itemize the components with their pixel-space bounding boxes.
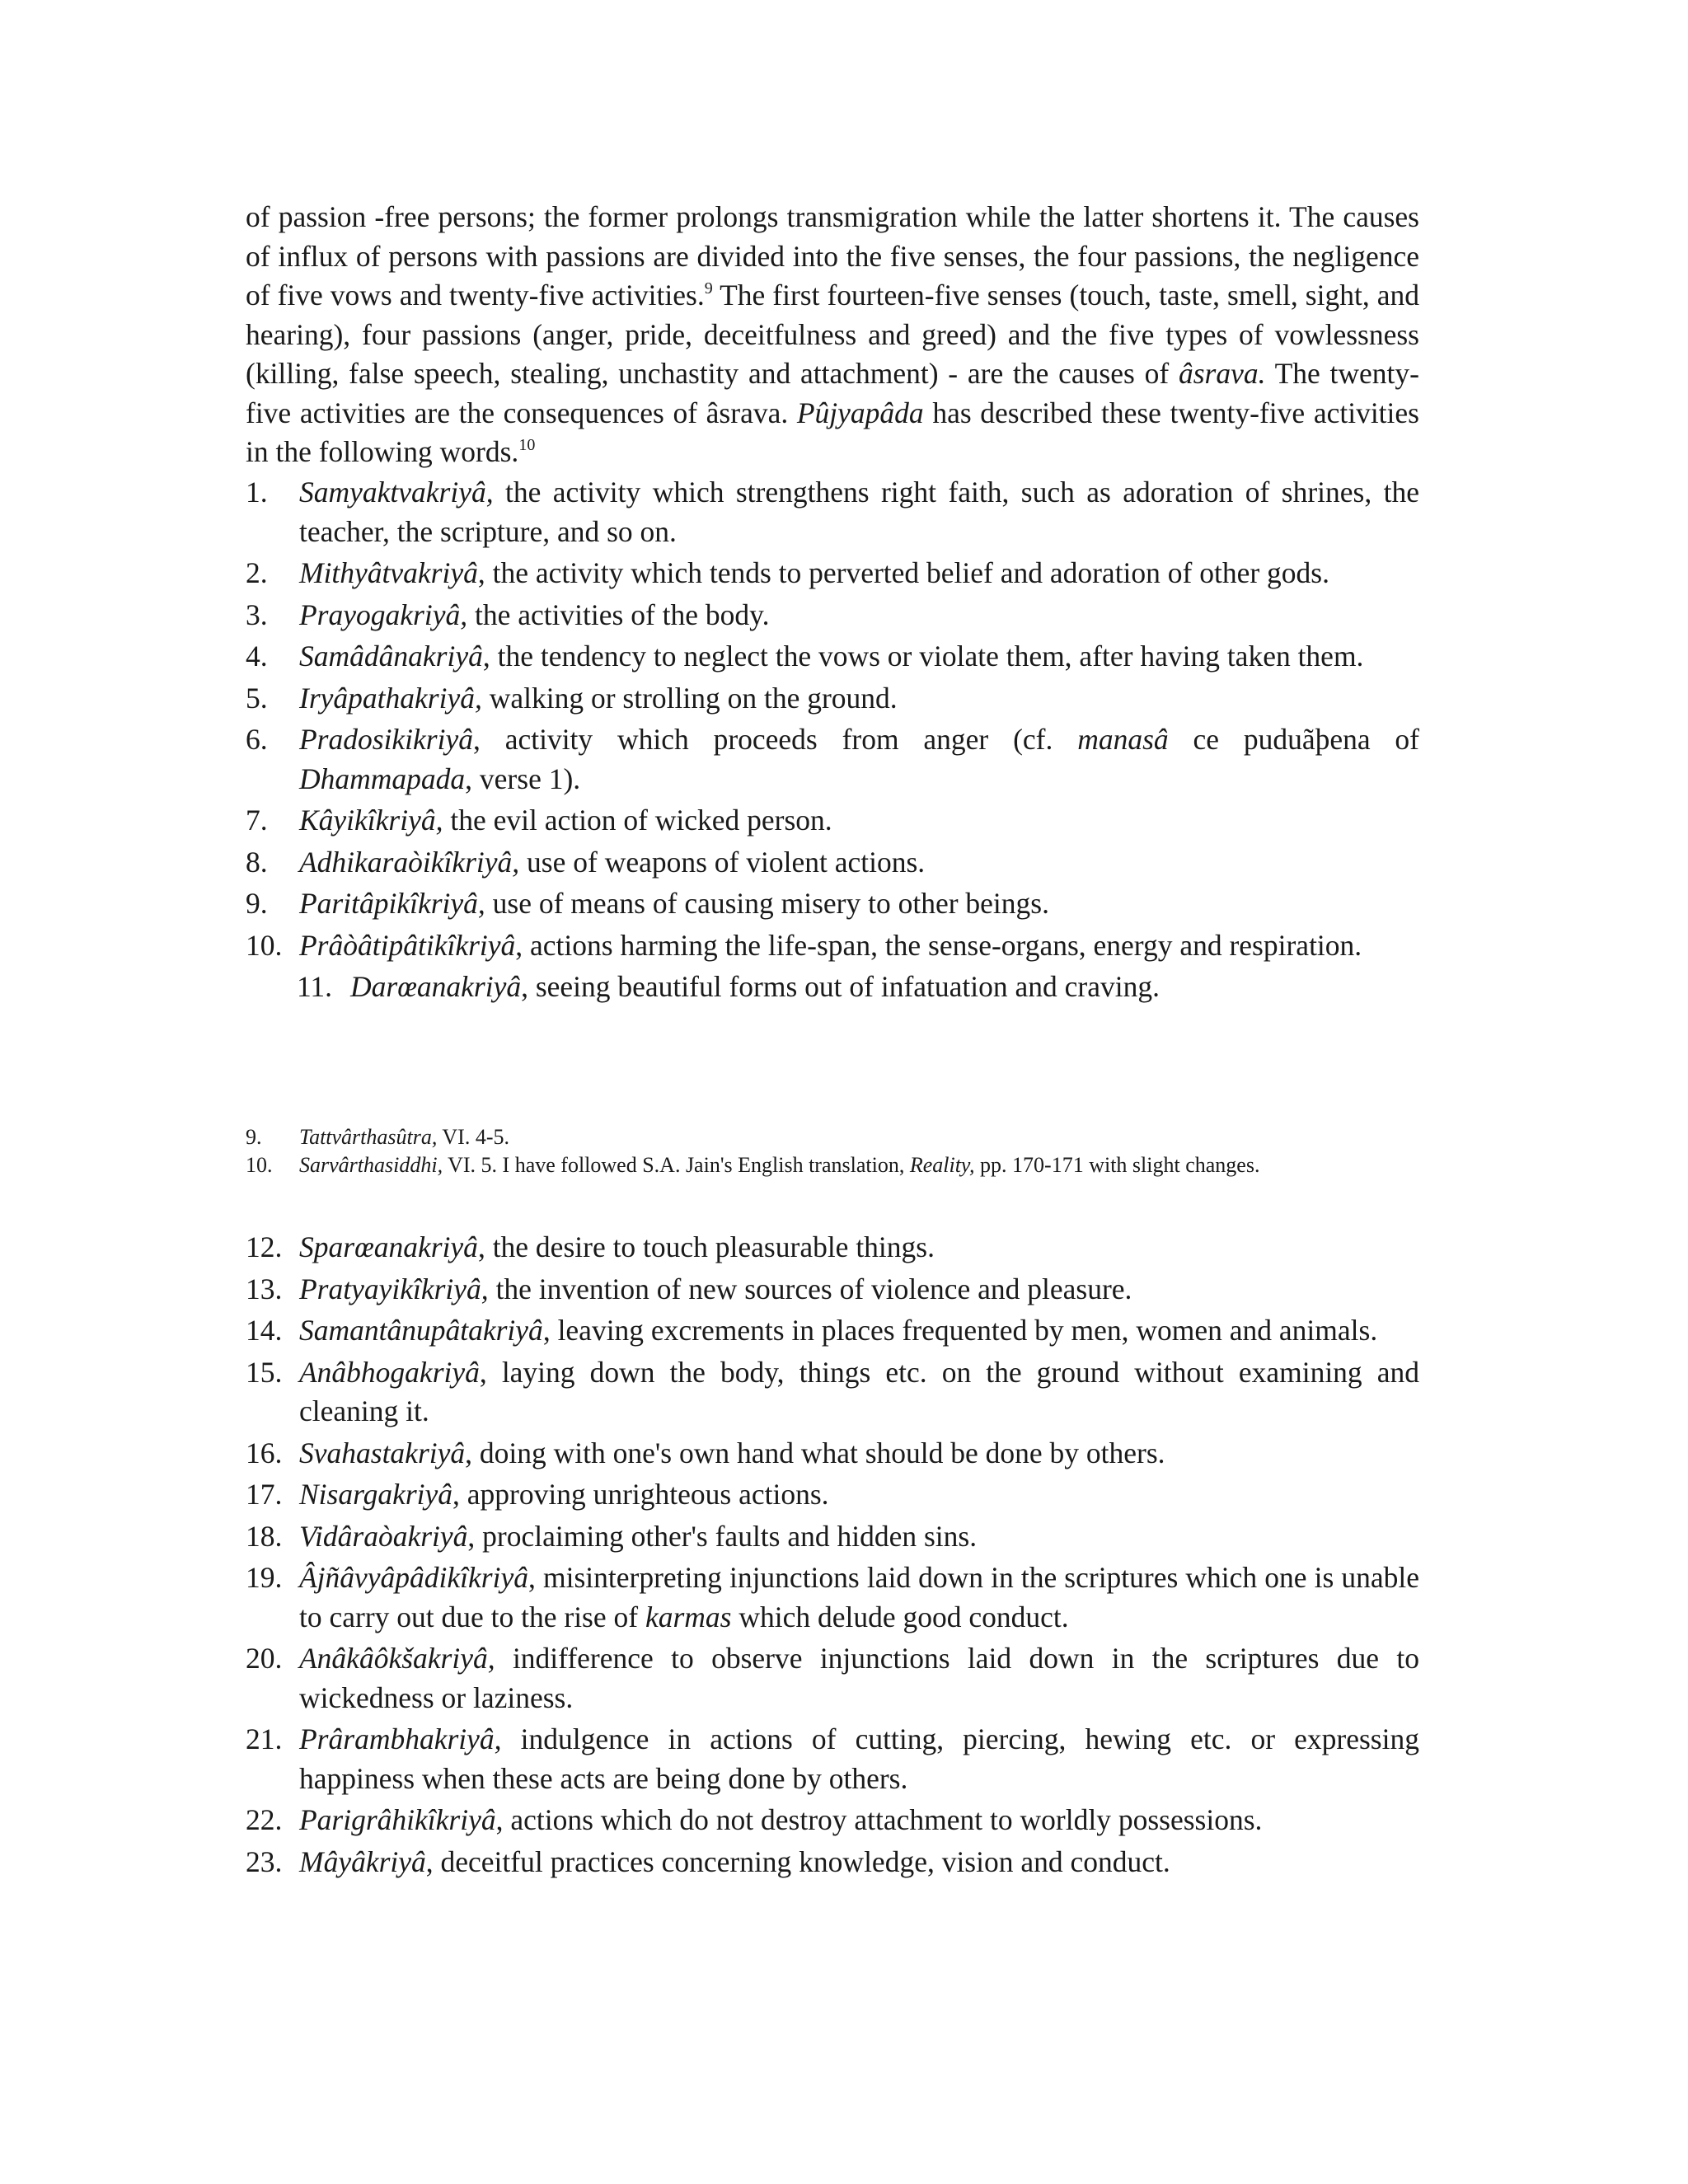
term-pujyapada: Pûjyapâda — [796, 396, 924, 429]
item-description-2: which delude good conduct. — [731, 1600, 1069, 1633]
list-item — [246, 637, 1419, 677]
footnote-number: 10. — [246, 1153, 273, 1177]
footnote-title: Tattvârthasûtra, — [299, 1125, 438, 1149]
activities-list-part-2 — [246, 1228, 1419, 1884]
footnote-number: 9. — [246, 1125, 262, 1149]
item-description: , seeing beautiful forms out of infatuation and craving. — [521, 970, 1160, 1003]
item-term: Prayogakriyâ, — [299, 598, 468, 631]
item-description: , activity which proceeds from anger (cf. — [473, 723, 1078, 756]
item-number: 7. — [246, 804, 268, 837]
list-item — [246, 1270, 1419, 1310]
item-term: Nisargakriyâ — [299, 1478, 453, 1511]
item-number: 12. — [246, 1230, 283, 1263]
footnotes — [246, 1123, 1419, 1179]
item-description: , the tendency to neglect the vows or violate them, after having taken them. — [482, 640, 1364, 673]
list-item — [246, 473, 1419, 551]
item-description: indulgence in actions of cutting, piercing, hewing etc. or expressing happiness when these acts are being done by others. — [299, 1722, 1419, 1795]
item-description: , approving unrighteous actions. — [452, 1478, 829, 1511]
item-description: , actions which do not destroy attachment to worldly possessions. — [495, 1803, 1263, 1836]
item-term-manasa: manasâ — [1077, 723, 1169, 756]
item-term: Anâkâôkšakriyâ, — [299, 1642, 495, 1675]
item-term: Mithyâtvakriyâ — [299, 556, 478, 589]
item-term: Pradosikikriyâ — [299, 723, 473, 756]
list-item — [246, 1720, 1419, 1798]
item-term: Âjñâvyâpâdikîkriyâ — [299, 1561, 528, 1594]
list-item — [246, 1434, 1419, 1474]
list-item — [246, 801, 1419, 841]
term-asrava: âsrava. — [1178, 357, 1266, 390]
item-number: 21. — [246, 1722, 283, 1755]
list-item — [246, 720, 1419, 799]
item-description: , the desire to touch pleasurable things. — [477, 1230, 935, 1263]
item-number: 20. — [246, 1642, 283, 1675]
item-term: Iryâpathakriyâ, — [299, 681, 482, 715]
item-number: 5. — [246, 681, 268, 715]
item-description: , laying down the body, things etc. on the ground without examining and cleaning it. — [299, 1355, 1419, 1427]
item-term-dhammapada: Dhammapada — [299, 762, 466, 795]
item-description: use of weapons of violent actions. — [519, 845, 926, 879]
footnote-title-2: Reality, — [909, 1153, 975, 1177]
item-number: 15. — [246, 1355, 283, 1389]
item-number: 6. — [246, 723, 268, 756]
item-term: Parigrâhikîkriyâ — [299, 1803, 496, 1836]
footnote-ref-10[interactable]: 10 — [518, 436, 536, 454]
footnote-title: Sarvârthasiddhi, — [299, 1153, 443, 1177]
list-item — [246, 596, 1419, 635]
item-term: Prâòâtipâtikîkriyâ — [299, 928, 516, 962]
item-term: Samantânupâtakriyâ — [299, 1314, 543, 1347]
item-description: indifference to observe injunctions laid down in the scriptures due to wickedness or laziness. — [299, 1642, 1419, 1714]
item-number: 17. — [246, 1478, 283, 1511]
item-description: walking or strolling on the ground. — [481, 681, 898, 715]
item-description: use of means of causing misery to other beings. — [485, 887, 1049, 920]
footnote-text-2: pp. 170-171 with slight changes. — [974, 1153, 1260, 1177]
item-term: Vidâraòakriyâ — [299, 1519, 468, 1553]
item-description-2: ce puduãþena of — [1168, 723, 1420, 756]
list-item — [246, 1353, 1419, 1432]
item-number: 2. — [246, 556, 268, 589]
item-number: 16. — [246, 1436, 283, 1469]
list-item — [246, 554, 1419, 593]
list-item — [246, 843, 1419, 883]
list-item — [246, 1843, 1419, 1882]
item-description-3: , verse 1). — [465, 762, 581, 795]
list-item — [246, 679, 1419, 719]
item-term: Prârambhakriyâ, — [299, 1722, 502, 1755]
list-item — [246, 1801, 1419, 1840]
item-description: , the activity which tends to perverted belief and adoration of other gods. — [477, 556, 1329, 589]
item-description: , actions harming the life-span, the sense-organs, energy and respiration. — [515, 928, 1362, 962]
list-item — [246, 926, 1419, 966]
item-term: Kâyikîkriyâ, — [299, 804, 443, 837]
item-number: 14. — [246, 1314, 283, 1347]
list-item — [246, 1475, 1419, 1515]
intro-paragraph — [246, 198, 1419, 472]
list-item — [246, 1558, 1419, 1637]
list-item — [246, 884, 1419, 924]
item-description: , proclaiming other's faults and hidden sins. — [467, 1519, 978, 1553]
list-item — [246, 1311, 1419, 1351]
item-term: Samyaktvakriyâ, — [299, 476, 494, 509]
item-term: Pratyayikîkriyâ, — [299, 1272, 489, 1305]
list-item — [246, 1517, 1419, 1557]
item-description: the activity which strengthens right faith, such as adoration of shrines, the teacher, the scripture, and so on. — [299, 476, 1419, 548]
item-description: the invention of new sources of violence and pleasure. — [488, 1272, 1132, 1305]
item-number: 22. — [246, 1803, 283, 1836]
footnote-9 — [246, 1123, 1419, 1151]
item-number: 8. — [246, 845, 268, 879]
list-item — [246, 968, 1419, 1007]
item-term: Adhikaraòikîkriyâ, — [299, 845, 520, 879]
item-number: 9. — [246, 887, 268, 920]
item-term: Sparœanakriyâ — [299, 1230, 478, 1263]
intro-text-3: The twenty-five activities are the consequences of âsrava. — [246, 357, 1419, 429]
footnote-text: VI. 4-5. — [437, 1125, 509, 1149]
activities-list-part-1 — [246, 473, 1419, 1010]
list-item — [246, 1228, 1419, 1268]
item-number: 3. — [246, 598, 268, 631]
item-description: the evil action of wicked person. — [443, 804, 832, 837]
item-number: 23. — [246, 1844, 283, 1878]
footnote-10 — [246, 1151, 1419, 1179]
item-term: Samâdânakriyâ — [299, 640, 483, 673]
item-number: 4. — [246, 640, 268, 673]
item-description: , misinterpreting injunctions laid down in the scriptures which one is unable to carry out due to the rise of — [299, 1561, 1419, 1633]
item-number: 1. — [246, 476, 268, 509]
item-term-karmas: karmas — [645, 1600, 732, 1633]
intro-text-2: The first fourteen-five senses (touch, taste, smell, sight, and hearing), four passions (anger, pride, deceitfulness and greed) and the five types of vowlessness (killing, false speech, stealing, unchastity and attachment) - are the causes of — [246, 279, 1419, 390]
item-description: the activities of the body. — [467, 598, 770, 631]
item-number: 11. — [297, 970, 333, 1003]
footnote-ref-9[interactable]: 9 — [704, 279, 713, 298]
intro-text-1: of passion -free persons; the former prolongs transmigration while the latter shortens it. The causes of influx of persons with passions are divided into the five senses, the four passions, the negligence of five vows and twenty-five activities. — [246, 200, 1419, 312]
item-number: 18. — [246, 1519, 283, 1553]
item-number: 10. — [246, 928, 283, 962]
item-term: Svahastakriyâ — [299, 1436, 466, 1469]
item-term: Mâyâkriyâ — [299, 1844, 426, 1878]
item-term: Anâbhogakriyâ — [299, 1355, 480, 1389]
item-term: Darœanakriyâ — [350, 970, 522, 1003]
item-description: , deceitful practices concerning knowledge, vision and conduct. — [425, 1844, 1170, 1878]
item-number: 19. — [246, 1561, 283, 1594]
item-description: , doing with one's own hand what should be done by others. — [465, 1436, 1165, 1469]
item-description: , leaving excrements in places frequented by men, women and animals. — [542, 1314, 1378, 1347]
item-term: Paritâpikîkriyâ, — [299, 887, 485, 920]
item-number: 13. — [246, 1272, 283, 1305]
intro-text-4: has described these twenty-five activities in the following words. — [246, 396, 1419, 468]
footnote-text: VI. 5. I have followed S.A. Jain's English translation, — [443, 1153, 910, 1177]
list-item — [246, 1639, 1419, 1718]
